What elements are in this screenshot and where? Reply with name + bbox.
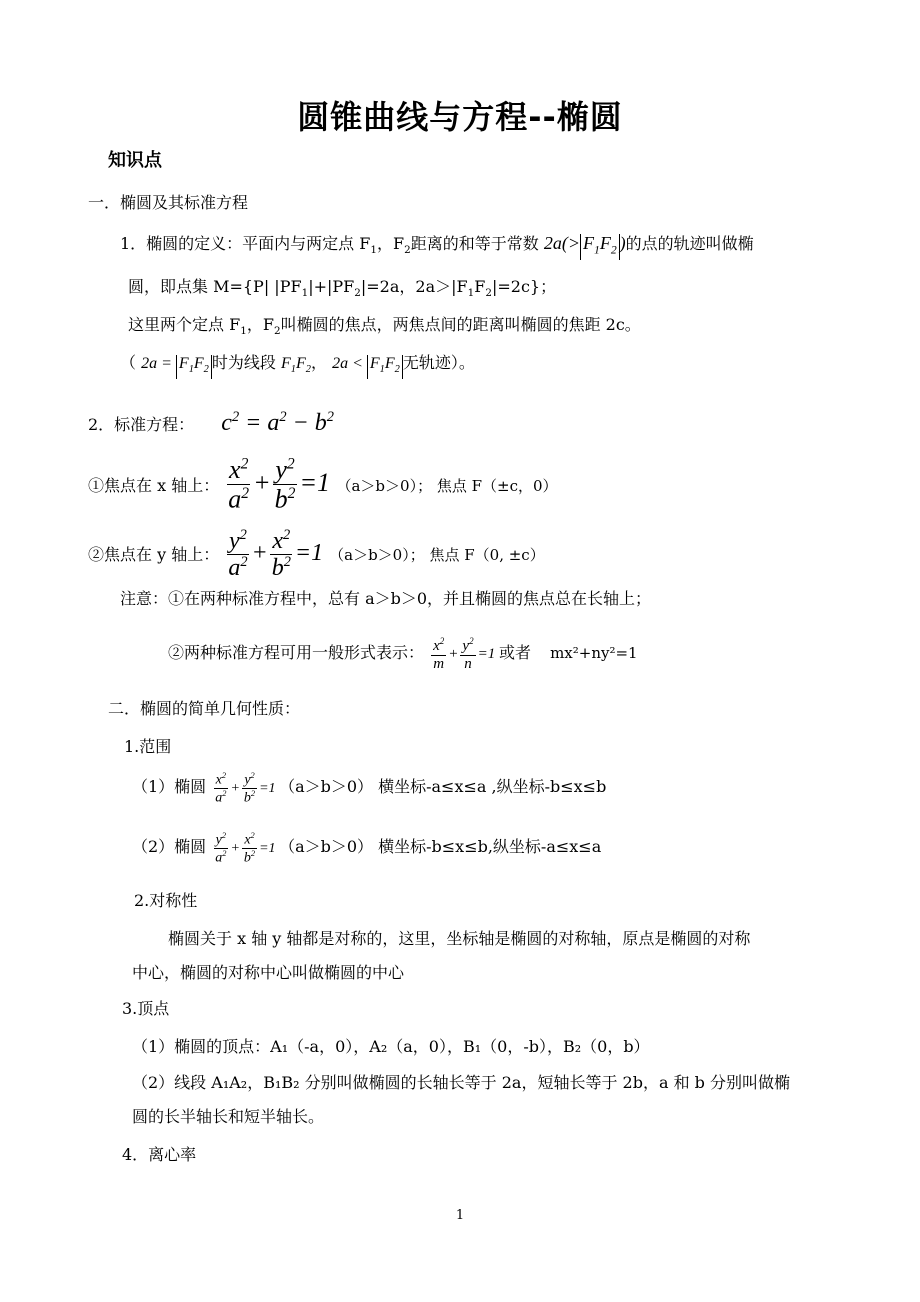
definition-line-1: 1．椭圆的定义：平面内与两定点 $F_1$，$F_2$距离的和等于常数 $2a(> F_1F_2$ )的点的轨迹叫做椭: [120, 232, 754, 261]
range-line-1: （1）椭圆 $\frac{x^2}{a^2}$ + $\frac{y^2}{b^2}$ =1 （a＞b＞0） 横坐标-a≤x≤a ,纵坐标-b≤x≤b: [132, 770, 607, 806]
formula-c2: $c^2 = a^2 - b^2$: [221, 409, 334, 436]
foci-line: 这里两个定点 $F_1$，$F_2$叫椭圆的焦点，两焦点间的距离叫椭圆的焦距 2c。: [128, 315, 641, 338]
vertex-text-1: （1）椭圆的顶点：A₁（-a，0），A₂（a，0），B₁（0，-b），B₂（0，b）: [132, 1037, 650, 1056]
note-line-2: ②两种标准方程可用一般形式表示： $\frac{x^2}{m}$ + $\frac{y^2}{n}$ =1 或者 mx²+ny²=1: [168, 635, 638, 672]
note-line-1: 注意：①在两种标准方程中，总有 a＞b＞0，并且椭圆的焦点总在长轴上；: [120, 589, 652, 608]
page-number: 1: [455, 1208, 465, 1223]
heading-ellipse-standard-equation: 一．椭圆及其标准方程: [88, 193, 249, 212]
vertex-text-3: 圆的长半轴长和短半轴长。: [132, 1107, 325, 1126]
formula-general-form: $\frac{x^2}{m}$ + $\frac{y^2}{n}$ =1: [433, 635, 496, 672]
vertex-text-2: （2）线段 A₁A₂，B₁B₂ 分别叫做椭圆的长轴长等于 2a，短轴长等于 2b，a 和 b 分别叫做椭: [132, 1073, 790, 1092]
symmetry-text-2: 中心，椭圆的对称中心叫做椭圆的中心: [132, 963, 405, 982]
formula-y-ellipse: $\frac{y^2}{a^2}$ + $\frac{x^2}{b^2}$ =1: [228, 526, 324, 581]
y-axis-foci-line: ②焦点在 y 轴上： $\frac{y^2}{a^2}$ + $\frac{x^2}{b^2}$ =1 （a＞b＞0）； 焦点 F（0, ±c）: [88, 526, 545, 581]
x-axis-foci-line: ①焦点在 x 轴上： $\frac{x^2}{a^2}$ + $\frac{y^2}{b^2}$ =1 （a＞b＞0）； 焦点 F（±c，0）: [88, 455, 558, 514]
section-heading: 知识点: [108, 150, 162, 171]
degenerate-note: （ $2a = F_1F_2$ 时为线段 $F_1F_2$， $2a < F_1F_2$ 无轨迹）。: [120, 352, 475, 381]
definition-line-2: 圆，即点集 M={P| $|PF_1|+|PF_2|=2a$，$2a>|F_1F_2|=2c$}；: [128, 277, 557, 300]
range-label: 1.范围: [124, 737, 172, 756]
vertex-label: 3.顶点: [122, 999, 170, 1018]
formula-x-ellipse: $\frac{x^2}{a^2}$ + $\frac{y^2}{b^2}$ =1: [228, 455, 330, 514]
eccentricity-label: 4．离心率: [122, 1145, 197, 1164]
symmetry-label: 2.对称性: [134, 891, 198, 910]
symmetry-text-1: 椭圆关于 x 轴 y 轴都是对称的，这里，坐标轴是椭圆的对称轴，原点是椭圆的对称: [168, 929, 751, 948]
heading-geometric-properties: 二．椭圆的简单几何性质：: [108, 699, 301, 718]
formula-2a-gt-f1f2: $2a(> F_1F_2$ ): [544, 233, 626, 253]
page-title: 圆锥曲线与方程--椭圆: [297, 98, 623, 136]
range-line-2: （2）椭圆 $\frac{y^2}{a^2}$ + $\frac{x^2}{b^2}$ =1 （a＞b＞0） 横坐标-b≤x≤b,纵坐标-a≤x≤a: [132, 830, 602, 866]
standard-equation-line: 2．标准方程： $c^2 = a^2 - b^2$: [88, 409, 334, 436]
